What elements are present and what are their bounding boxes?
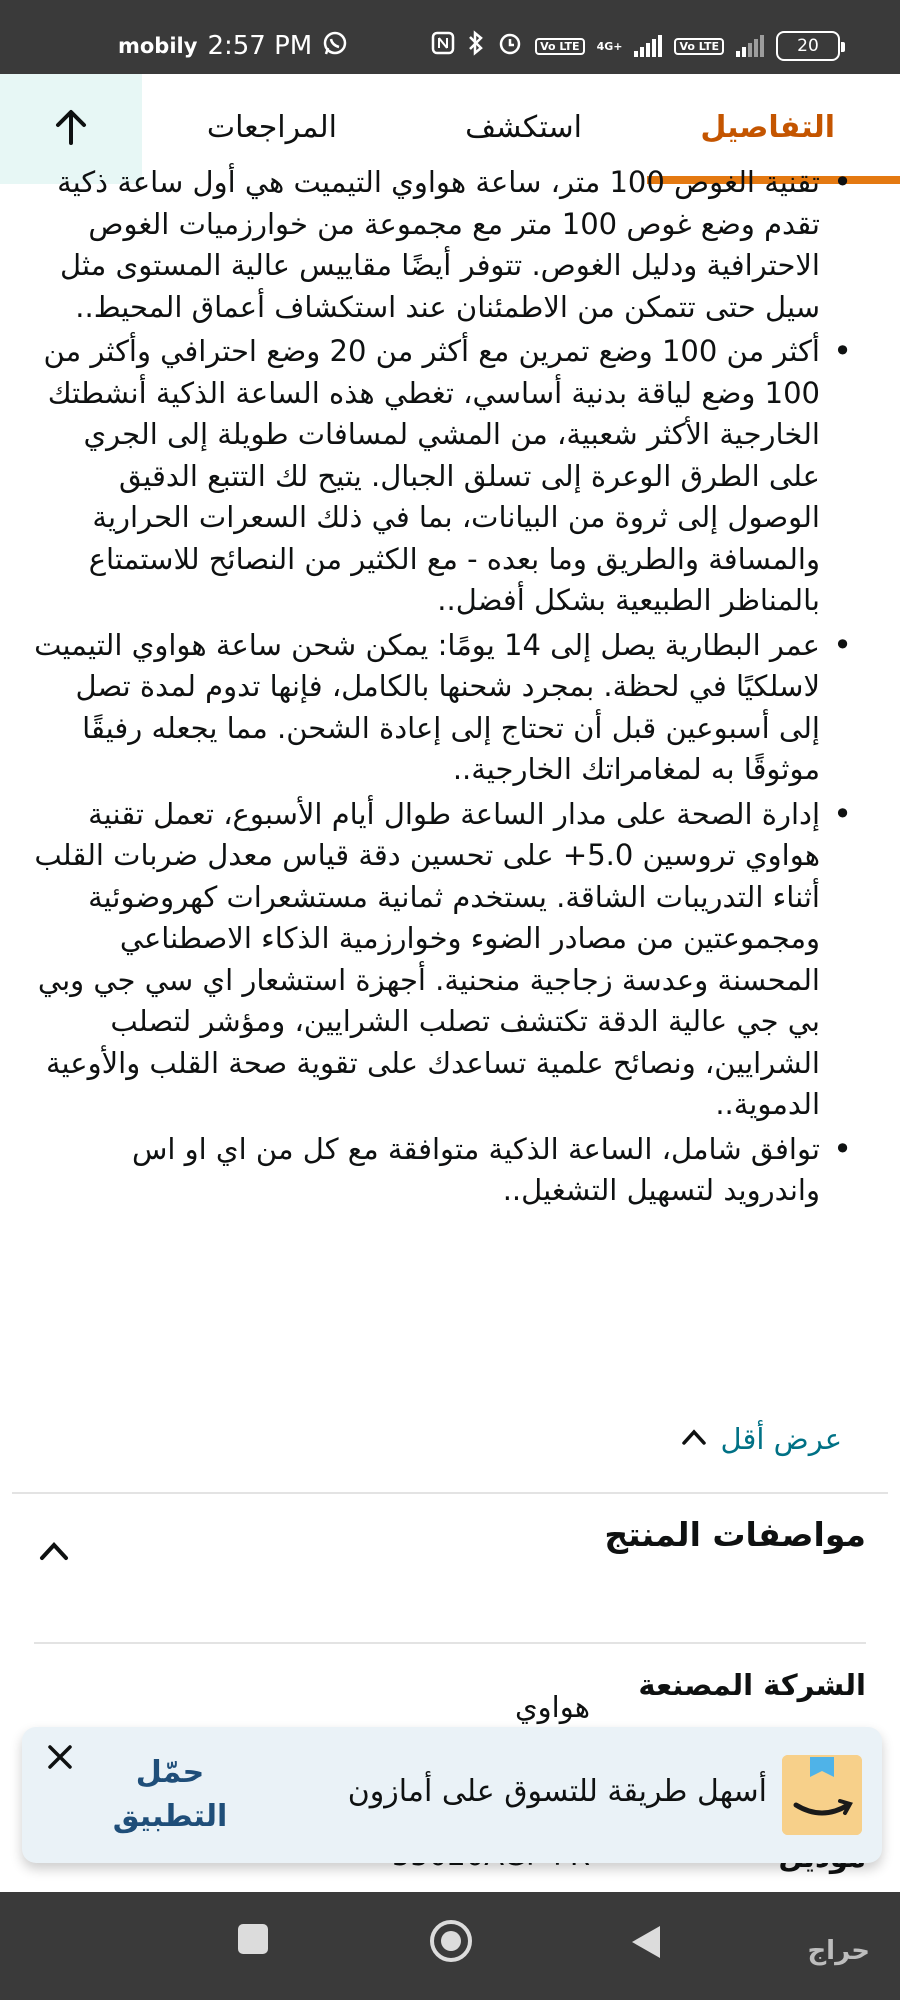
tab-reviews[interactable]: المراجعات	[206, 110, 337, 145]
nfc-icon	[431, 31, 455, 61]
status-right	[431, 30, 840, 62]
feature-bullet: • توافق شامل، الساعة الذكية متوافقة مع كل من اي او اس واندرويد لتسهيل التشغيل..	[30, 1129, 852, 1212]
tab-details[interactable]: التفاصيل	[700, 110, 835, 145]
status-bar	[0, 0, 900, 74]
tab-explore[interactable]: استكشف	[465, 110, 582, 145]
app-download-banner[interactable]	[22, 1727, 882, 1863]
status-left	[118, 30, 348, 62]
signal-icon	[634, 35, 662, 57]
volte-badge-1: Vo LTE	[535, 38, 585, 55]
feature-bullet: • عمر البطارية يصل إلى 14 يومًا: يمكن شحن ساعة هواوي التيميت لاسلكيًا في لحظة. بمجرد شحنها بالكامل، فإنها تدوم لمدة تصل إلى أسبوعين قبل أن تحتاج إلى إعادة الشحن. مما يجعله رفيقًا موثوقًا به لمغامراتك الخارجية..	[30, 625, 852, 791]
alarm-icon	[497, 30, 523, 62]
system-nav-bar	[0, 1892, 900, 2000]
recents-button[interactable]	[236, 1922, 270, 1960]
download-app-button[interactable]	[110, 1751, 230, 1839]
close-icon	[45, 1742, 75, 1776]
home-button[interactable]	[428, 1918, 474, 1968]
spec-brand-value: هواوي	[514, 1690, 590, 1724]
show-less-label: عرض أقل	[720, 1422, 842, 1456]
download-app-label: حمّل التطبيق	[112, 1755, 228, 1834]
chevron-up-icon	[681, 1428, 707, 1450]
spec-brand-label: الشركة المصنعة	[638, 1668, 866, 1702]
bluetooth-icon	[467, 30, 485, 62]
close-banner-button[interactable]	[38, 1737, 82, 1781]
chevron-up-icon	[38, 1547, 70, 1566]
banner-message: أسهل طريقة للتسوق على أمازون	[347, 1774, 767, 1809]
specs-section-title[interactable]: مواصفات المنتج	[604, 1515, 866, 1554]
spec-divider	[34, 1642, 866, 1644]
whatsapp-icon	[322, 30, 348, 62]
network-label: 4G+	[596, 39, 623, 53]
status-time: 2:57 PM	[207, 31, 313, 61]
volte-badge-2: Vo LTE	[674, 38, 724, 55]
battery-icon	[776, 31, 840, 61]
arrow-up-icon	[53, 107, 89, 151]
carrier-name: mobily	[118, 34, 198, 58]
signal-icon-2	[736, 35, 764, 57]
section-divider	[12, 1492, 888, 1494]
product-description	[30, 165, 852, 1215]
battery-level: 20	[797, 36, 819, 56]
feature-bullet: • تقنية الغوص 100 متر، ساعة هواوي التيميت هي أول ساعة ذكية تقدم وضع غوص 100 متر مع مجموعة من خوارزميات الغوص الاحترافية ودليل الغوص. تتوفر أيضًا مقاييس عالية المستوى مثل سيل حتى تتمكن من الاطمئنان عند استكشاف أعماق المحيط..	[30, 162, 852, 328]
network-type	[597, 41, 623, 52]
specs-collapse-toggle[interactable]	[38, 1540, 70, 1566]
feature-bullet: • أكثر من 100 وضع تمرين مع أكثر من 20 وضع احترافي وأكثر من 100 وضع لياقة بدنية أساسي، تغطي هذه الساعة الذكية أنشطتك الخارجية الأكثر شعبية، من المشي لمسافات طويلة إلى الجري على الطرق الوعرة إلى تسلق الجبال. يتيح لك التتبع الدقيق الوصول إلى ثروة من البيانات، بما في ذلك السعرات الحرارية والمسافة والطريق وما بعده - مع الكثير من النصائح للاستمتاع بالمناظر الطبيعية بشكل أفضل..	[30, 331, 852, 622]
back-button[interactable]	[628, 1922, 664, 1966]
back-triangle-icon	[628, 1947, 664, 1966]
feature-bullet: • إدارة الصحة على مدار الساعة طوال أيام الأسبوع، تعمل تقنية هواوي تروسين 5.0+ على تحسين دقة قياس معدل ضربات القلب أثناء التدريبات الشاقة. يستخدم ثمانية مستشعرات كهروضوئية ومجموعتين من مصادر الضوء وخوارزمية الذكاء الاصطناعي المحسنة وعدسة زجاجية منحنية. أجهزة استشعار اي سي جي وبي بي جي عالية الدقة تكتشف تصلب الشرايين، ومؤشر لتصلب الشرايين، ونصائح علمية تساعدك على تقوية صحة القلب والأوعية الدموية..	[30, 794, 852, 1126]
amazon-app-logo	[782, 1755, 862, 1835]
square-icon	[236, 1941, 270, 1960]
feature-bullets	[30, 162, 852, 1212]
home-circle-icon	[428, 1949, 474, 1968]
site-watermark: حراج	[807, 1936, 870, 1966]
show-less-link[interactable]	[681, 1422, 842, 1456]
